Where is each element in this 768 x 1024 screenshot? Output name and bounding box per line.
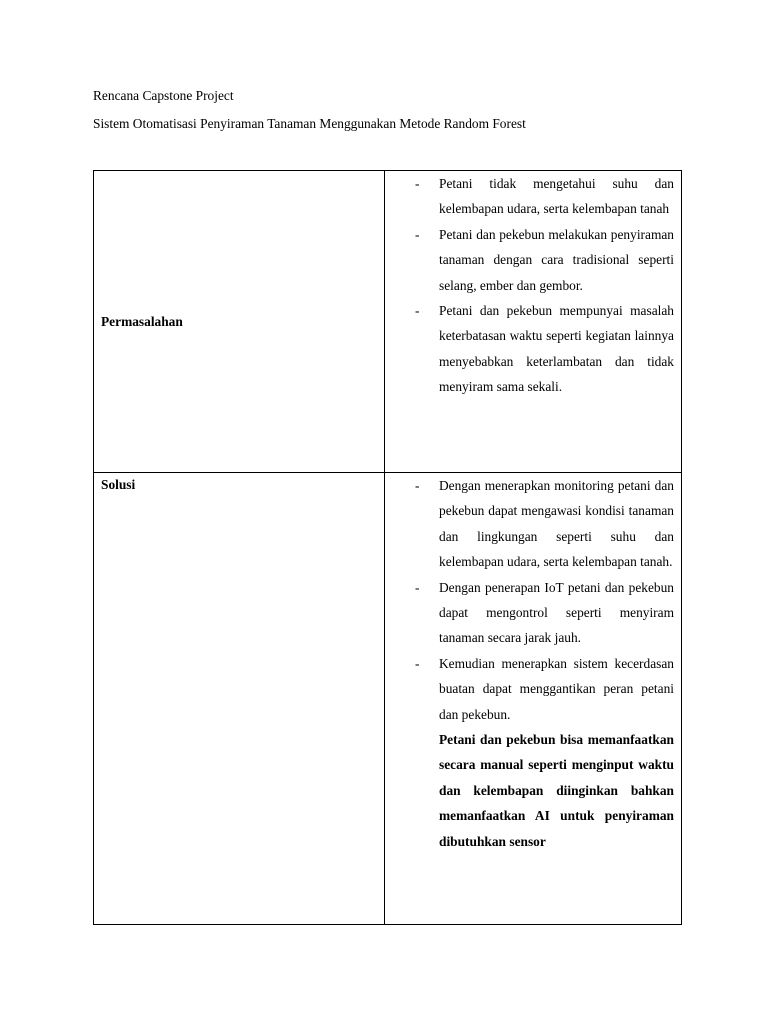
list-item-text: Dengan menerapkan monitoring petani dan pekebun dapat mengawasi kondisi tanaman dan lingkungan seperti suhu dan kelembapan udara, serta kelembapan tanah. xyxy=(439,478,674,570)
bullet-dash: - xyxy=(415,176,420,191)
list-item-text: Petani dan pekebun melakukan penyiraman tanaman dengan cara tradisional seperti selang, ember dan gembor. xyxy=(439,226,674,293)
row-label-permasalahan: Permasalahan xyxy=(101,313,183,329)
row-content-cell xyxy=(385,171,682,473)
list-item xyxy=(385,222,681,298)
document-subtitle: Sistem Otomatisasi Penyiraman Tanaman Menggunakan Metode Random Forest xyxy=(93,116,526,131)
solution-list xyxy=(385,473,681,727)
bullet-dash: - xyxy=(415,226,420,242)
bullet-dash: - xyxy=(415,579,420,595)
solution-bold-paragraph: Petani dan pekebun bisa memanfaatkan secara manual seperti menginput waktu dan kelembapan diinginkan bahkan memanfaatkan AI untuk penyiraman dibutuhkan sensor xyxy=(439,732,674,849)
list-item xyxy=(385,575,681,651)
row-content-cell xyxy=(385,473,682,925)
list-item xyxy=(385,473,681,575)
row-label-cell xyxy=(94,473,385,925)
list-item xyxy=(385,171,681,222)
table-row-permasalahan xyxy=(94,171,682,473)
bullet-dash: - xyxy=(415,655,420,671)
list-item-text: Kemudian menerapkan sistem kecerdasan buatan dapat menggantikan peran petani dan pekebun. xyxy=(439,655,674,722)
list-item xyxy=(385,651,681,727)
list-item-text: Petani tidak mengetahui suhu dan kelembapan udara, serta kelembapan tanah xyxy=(439,176,674,217)
problem-list xyxy=(385,171,681,400)
capstone-table xyxy=(93,170,682,925)
row-label-solusi: Solusi xyxy=(101,477,136,492)
list-item xyxy=(385,298,681,400)
document-title: Rencana Capstone Project xyxy=(93,88,234,103)
bullet-dash: - xyxy=(415,478,420,493)
row-label-cell xyxy=(94,171,385,473)
table-row-solusi xyxy=(94,473,682,925)
list-item-text: Petani dan pekebun mempunyai masalah keterbatasan waktu seperti kegiatan lainnya menyebabkan keterlambatan dan tidak menyiram sama sekali. xyxy=(439,303,674,395)
bullet-dash: - xyxy=(415,303,420,319)
list-item-text: Dengan penerapan IoT petani dan pekebun dapat mengontrol seperti menyiram tanaman secara jarak jauh. xyxy=(439,579,674,646)
